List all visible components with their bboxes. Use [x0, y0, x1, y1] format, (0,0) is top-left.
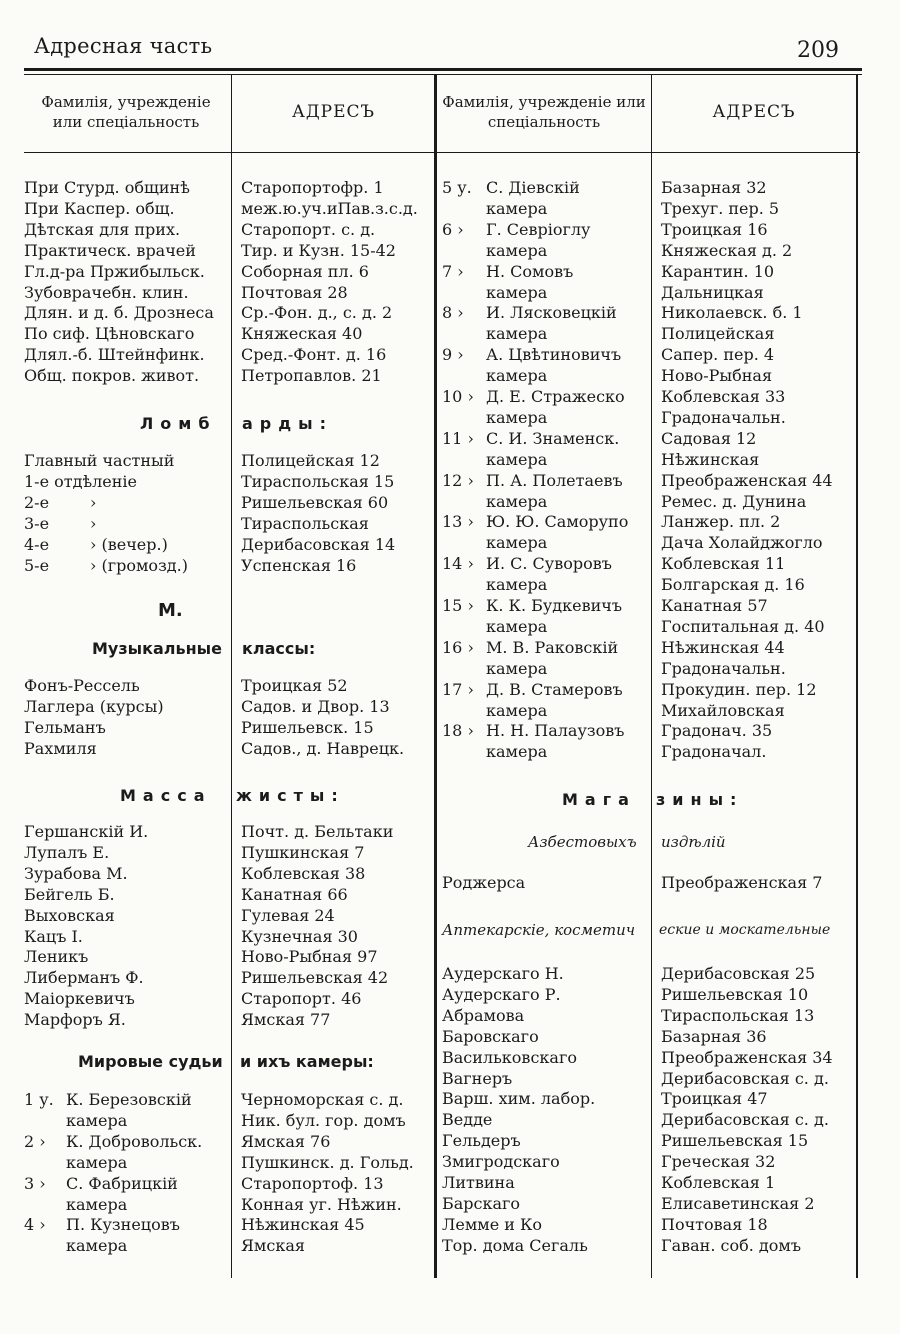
entry-name: камера [66, 1194, 128, 1214]
entry-address: Греческая 32 [661, 1152, 776, 1172]
entry-name: Длян. и д. б. Дрознеса [24, 303, 214, 323]
entry-address: Канатная 66 [241, 884, 348, 904]
judge-entry [442, 366, 547, 386]
entry-address: Ришельевская 42 [241, 968, 389, 988]
entry-number: 17 › [442, 679, 474, 699]
entry-name: Лаглера (курсы) [24, 696, 164, 716]
entry-name: Д. В. Стамеровъ [486, 679, 623, 699]
entry-note: › [90, 513, 97, 533]
entry-name: камера [486, 491, 548, 511]
entry-number: 18 › [442, 721, 474, 741]
subheading-asbestos-left: Азбестовыхъ [528, 833, 637, 851]
entry-name: Змигродскаго [442, 1152, 560, 1172]
entry-note: › (громозд.) [90, 555, 188, 575]
entry-address: Ср.-Фон. д., с. д. 2 [241, 303, 393, 323]
entry-name: Н. Н. Палаузовъ [486, 721, 625, 741]
entry-address: Преображенская 44 [661, 470, 833, 490]
judge-entry [442, 241, 547, 261]
entry-address: Дерибасовская 14 [241, 534, 396, 554]
entry-name: Длял.-б. Штейнфинк. [24, 345, 205, 365]
judge-entry [442, 721, 624, 741]
judge-entry [24, 1236, 127, 1256]
entry-name: Практическ. врачей [24, 240, 196, 260]
top-rule-thin [24, 74, 862, 75]
entry-name: При Стурд. общинѣ [24, 178, 190, 197]
judge-entry [442, 742, 547, 762]
entry-address: Градоначальн. [661, 658, 786, 678]
entry-address: Дерибасовская 25 [661, 964, 816, 983]
entry-name: К. К. Будкевичъ [486, 596, 623, 615]
entry-name: Марфоръ Я. [24, 1010, 126, 1030]
entry-address: Тираспольская [241, 513, 369, 533]
entry-name: камера [486, 658, 548, 678]
entry-name: Гершанскій И. [24, 822, 149, 841]
column-divider-3 [651, 74, 652, 1278]
entry-number: 1 у. [24, 1090, 54, 1109]
entry-name: 3-е [24, 513, 50, 533]
entry-name: Варш. хим. лабор. [442, 1089, 596, 1109]
entry-address: Михайловская [661, 700, 785, 720]
entry-address: Пушкинская 7 [241, 842, 365, 862]
entry-address: Троицкая 47 [661, 1089, 768, 1109]
entry-address: Троицкая 16 [661, 219, 768, 239]
entry-number: 3 › [24, 1173, 46, 1193]
judge-entry [442, 429, 619, 449]
entry-name: камера [66, 1236, 128, 1256]
entry-name: 5-е [24, 555, 50, 575]
judge-entry [442, 220, 590, 240]
entry-name: И. Лясковецкій [486, 303, 617, 323]
entry-address: Старопортофр. 1 [241, 178, 384, 197]
section-heading-judges-right: и ихъ камеры: [240, 1052, 374, 1071]
entry-address: Ланжер. пл. 2 [661, 512, 781, 532]
judge-entry [442, 617, 547, 637]
entry-address: Коблевская 38 [241, 863, 366, 883]
entry-address: Ново-Рыбная 97 [241, 947, 378, 967]
entry-address: Княжеская д. 2 [661, 240, 793, 260]
judge-entry [442, 596, 622, 616]
judge-entry [442, 199, 547, 219]
entry-number: 12 › [442, 470, 474, 490]
entry-name: Общ. покров. живот. [24, 366, 200, 386]
section-heading-music-right: классы: [242, 639, 316, 658]
entry-address: Градоначал. [661, 742, 767, 762]
column-divider-middle [434, 74, 437, 1278]
entry-address: Болгарская д. 16 [661, 575, 805, 595]
entry-address: Ришельевская 10 [661, 984, 809, 1004]
page-number: 209 [797, 38, 839, 63]
entry-name: камера [486, 324, 548, 344]
header-address-left: АДРЕСЪ [291, 102, 376, 122]
subheading-pharmacy-left: Аптекарскіе, косметич [442, 921, 636, 939]
entry-address: Елисаветинская 2 [661, 1193, 815, 1213]
judge-entry [24, 1195, 127, 1215]
section-heading-massage-left: Масса [120, 786, 212, 805]
entry-name: Гельманъ [24, 717, 106, 737]
entry-address: Почтовая 28 [241, 282, 348, 302]
entry-name: камера [486, 700, 548, 720]
entry-name: 1-е отдѣленіе [24, 471, 138, 491]
judge-entry [442, 533, 547, 553]
entry-name: Леникъ [24, 947, 89, 967]
entry-address: меж.ю.уч.иПав.з.с.д. [241, 198, 418, 218]
entry-name: камера [486, 616, 548, 636]
entry-number: 9 › [442, 345, 464, 365]
entry-name: Вагнеръ [442, 1068, 513, 1088]
entry-name: С. И. Знаменск. [486, 428, 620, 448]
entry-note: › [90, 492, 97, 512]
entry-address: Старопорт. 46 [241, 989, 362, 1009]
entry-address: Старопортоф. 13 [241, 1173, 384, 1193]
entry-address: Базарная 36 [661, 1026, 767, 1046]
judge-entry [24, 1153, 127, 1173]
entry-address: Сред.-Фонт. д. 16 [241, 345, 387, 365]
entry-address: Ново-Рыбная [661, 366, 773, 386]
entry-number: 14 › [442, 554, 474, 574]
entry-address: Канатная 57 [661, 596, 768, 615]
judge-entry [442, 512, 628, 532]
entry-name: К. Добровольск. [66, 1131, 203, 1151]
entry-name: Н. Сомовъ [486, 261, 574, 281]
entry-address: Садовая 12 [661, 428, 757, 448]
entry-address: Дерибасовская с. д. [661, 1110, 829, 1130]
entry-name: Зубоврачебн. клин. [24, 282, 189, 302]
entry-address: Ришельевск. 15 [241, 717, 374, 737]
entry-name: Лемме и Ко [442, 1214, 543, 1234]
entry-address: Ямская 76 [241, 1131, 331, 1151]
entry-name: Ведде [442, 1110, 493, 1130]
entry-address: Садов. и Двор. 13 [241, 696, 390, 716]
entry-name: камера [486, 575, 548, 595]
entry-address: Петропавлов. 21 [241, 366, 382, 386]
entry-address: Ришельевская 60 [241, 492, 389, 512]
judge-entry [442, 492, 547, 512]
entry-name: камера [66, 1110, 128, 1130]
entry-address: Пушкинск. д. Гольд. [241, 1152, 414, 1172]
entry-address: Дерибасовская с. д. [661, 1068, 829, 1088]
entry-address: Градонач. 35 [661, 721, 773, 741]
entry-name: При Каспер. общ. [24, 198, 175, 218]
section-heading-lombardy-left: Ломб [140, 414, 217, 433]
entry-name: 2-е [24, 492, 50, 512]
entry-address: Ник. бул. гор. домъ [241, 1110, 406, 1130]
section-heading-lombardy-right: арды: [242, 414, 334, 433]
section-heading-shops-right: зины: [656, 790, 744, 809]
judge-entry [24, 1174, 178, 1194]
header-address-right: АДРЕСЪ [712, 102, 796, 122]
header-rule [24, 152, 860, 153]
entry-address: Садов., д. Наврецк. [241, 738, 405, 758]
entry-address: Почт. д. Бельтаки [241, 822, 394, 841]
entry-name: Литвина [442, 1173, 515, 1192]
section-title: Адресная часть [34, 34, 213, 58]
column-divider-right [856, 74, 858, 1278]
entry-address: Ремес. д. Дунина [661, 491, 807, 511]
entry-number: 8 › [442, 303, 464, 323]
entry-address: Коблевская 33 [661, 387, 786, 406]
header-name-right: Фамилія, учрежденіе или спеціальность [442, 93, 646, 131]
entry-number: 7 › [442, 261, 464, 281]
judge-entry [442, 659, 547, 679]
entry-name: П. А. Полетаевъ [486, 470, 623, 490]
entry-address: Черноморская с. д. [241, 1090, 404, 1109]
entry-name: камера [486, 240, 548, 260]
section-heading-massage-right: жисты: [236, 786, 345, 805]
entry-name: 4-е [24, 534, 50, 554]
judge-entry [442, 575, 547, 595]
entry-note: › (вечер.) [90, 534, 168, 554]
entry-name: Рахмиля [24, 738, 97, 758]
entry-address: Старопорт. с. д. [241, 219, 376, 239]
entry-address: Полицейская [661, 324, 775, 344]
entry-number: 5 у. [442, 178, 472, 197]
judge-entry [442, 471, 623, 491]
entry-name: Тор. дома Сегаль [442, 1235, 588, 1255]
entry-address: Нѣжинская [661, 449, 760, 469]
entry-address: Преображенская 34 [661, 1047, 833, 1067]
letter-heading: М. [158, 600, 183, 621]
entry-name: Г. Севріоглу [486, 219, 591, 239]
judge-entry [24, 1090, 192, 1110]
entry-name: камера [486, 742, 548, 762]
entry-name: камера [486, 533, 548, 553]
entry-address: Базарная 32 [661, 178, 767, 197]
entry-number: 6 › [442, 219, 464, 239]
entry-name: К. Березовскій [66, 1090, 192, 1109]
entry-name: камера [66, 1152, 128, 1172]
entry-name: Либерманъ Ф. [24, 968, 144, 988]
entry-address: Гулевая 24 [241, 905, 335, 925]
entry-name: Аудерскаго Н. [442, 964, 564, 983]
entry-number: 11 › [442, 428, 474, 448]
entry-address: Дача Холайджогло [661, 533, 823, 553]
entry-address: Трехуг. пер. 5 [661, 198, 780, 218]
entry-number: 10 › [442, 387, 474, 406]
entry-address: Гаван. соб. домъ [661, 1235, 802, 1255]
judge-entry [442, 387, 625, 407]
entry-address: Соборная пл. 6 [241, 261, 369, 281]
entry-name: Фонъ-Рессель [24, 676, 140, 695]
entry-name: С. Фабрицкій [66, 1173, 178, 1193]
entry-name: И. С. Суворовъ [486, 554, 612, 574]
entry-name: камера [486, 407, 548, 427]
judge-entry [442, 324, 547, 344]
entry-address: Прокудин. пер. 12 [661, 679, 817, 699]
entry-address: Коблевская 11 [661, 554, 786, 574]
entry-name: Барскаго [442, 1193, 521, 1213]
judge-entry [24, 1215, 180, 1235]
judge-entry [442, 638, 618, 658]
entry-name: камера [486, 282, 548, 302]
entry-name: П. Кузнецовъ [66, 1215, 180, 1235]
judge-entry [24, 1111, 127, 1131]
top-rule [24, 68, 862, 71]
entry-address: Княжеская 40 [241, 324, 363, 344]
entry-name: Бейгель Б. [24, 884, 115, 904]
section-heading-shops-left: Мага [562, 790, 636, 809]
entry-address: Дальницкая [661, 282, 764, 302]
entry-address: Нѣжинская 45 [241, 1215, 365, 1235]
entry-name: камера [486, 366, 548, 386]
entry-name: С. Діевскій [486, 178, 580, 197]
entry-name: Аудерскаго Р. [442, 984, 561, 1004]
entry-name: Ю. Ю. Самоpупо [486, 512, 629, 532]
judge-entry [442, 701, 547, 721]
entry-address: Градоначальн. [661, 407, 786, 427]
entry-address: Преображенская 7 [661, 873, 823, 892]
entry-name: Баровскаго [442, 1026, 539, 1046]
entry-address: Госпитальная д. 40 [661, 616, 825, 636]
judge-entry [442, 408, 547, 428]
entry-number: 16 › [442, 637, 474, 657]
entry-address: Почтовая 18 [661, 1214, 768, 1234]
subheading-pharmacy-right: еские и москательные [659, 922, 831, 938]
entry-address: Ришельевская 15 [661, 1131, 809, 1151]
section-heading-judges-left: Мировые судьи [78, 1052, 223, 1071]
entry-name: Зурабова М. [24, 863, 128, 883]
entry-address: Тираспольская 13 [661, 1005, 815, 1025]
entry-name: Главный частный [24, 451, 175, 470]
entry-name: Маіоркевичъ [24, 989, 135, 1009]
entry-name: Абрамова [442, 1005, 525, 1025]
entry-number: 2 › [24, 1131, 46, 1151]
judge-entry [24, 1132, 202, 1152]
entry-address: Ямская [241, 1236, 305, 1256]
subheading-asbestos-right: издѣлій [661, 833, 726, 851]
entry-name: А. Цвѣтиновичъ [486, 345, 622, 365]
section-heading-music-left: Музыкальные [92, 639, 222, 658]
header-name-left: Фамилія, учрежденіе или спеціальность [41, 93, 211, 131]
entry-name: Выховская [24, 905, 115, 925]
entry-name: Васильковскаго [442, 1047, 577, 1067]
entry-address: Полицейская 12 [241, 451, 380, 470]
entry-name: камера [486, 198, 548, 218]
entry-name: Гл.д-ра Пржибыльск. [24, 261, 205, 281]
entry-name: Лупалъ Е. [24, 842, 110, 862]
judge-entry [442, 303, 617, 323]
entry-name: Д. Е. Стражеско [486, 387, 625, 406]
entry-address: Нѣжинская 44 [661, 637, 785, 657]
judge-entry [442, 345, 621, 365]
entry-name: Гельдеръ [442, 1131, 521, 1151]
entry-address: Тираспольская 15 [241, 471, 395, 491]
judge-entry [442, 450, 547, 470]
column-divider-1 [231, 74, 232, 1278]
entry-number: 4 › [24, 1215, 46, 1235]
entry-name: камера [486, 449, 548, 469]
judge-entry [442, 554, 612, 574]
entry-name: Кацъ І. [24, 926, 83, 946]
entry-address: Троицкая 52 [241, 676, 348, 695]
entry-address: Кузнечная 30 [241, 926, 358, 946]
judge-entry [442, 262, 573, 282]
judge-entry [442, 680, 623, 700]
entry-name: М. В. Раковскій [486, 637, 619, 657]
entry-name: Дѣтская для прих. [24, 219, 181, 239]
entry-address: Успенская 16 [241, 555, 357, 575]
judge-entry [442, 283, 547, 303]
entry-name: Роджерса [442, 873, 526, 892]
entry-name: По сиф. Цѣновскаго [24, 324, 195, 344]
entry-address: Николаевск. б. 1 [661, 303, 803, 323]
entry-number: 13 › [442, 512, 474, 532]
entry-address: Ямская 77 [241, 1010, 331, 1030]
entry-address: Тир. и Кузн. 15-42 [241, 240, 396, 260]
entry-address: Карантин. 10 [661, 261, 775, 281]
entry-address: Коблевская 1 [661, 1173, 776, 1192]
entry-address: Сапер. пер. 4 [661, 345, 775, 365]
judge-entry [442, 178, 580, 198]
entry-number: 15 › [442, 596, 474, 615]
entry-address: Конная уг. Нѣжин. [241, 1194, 402, 1214]
